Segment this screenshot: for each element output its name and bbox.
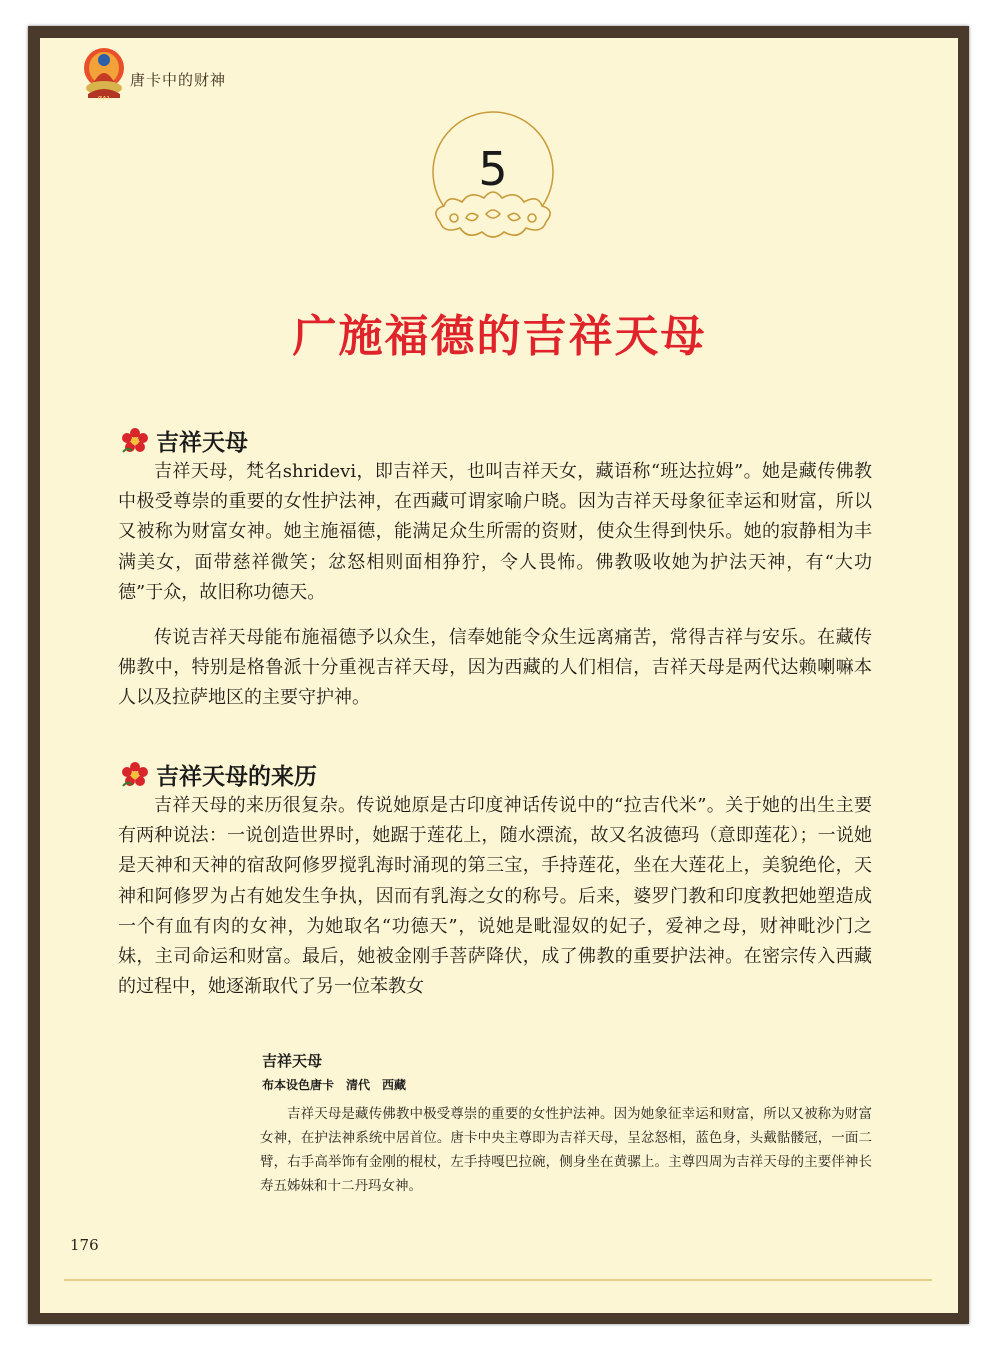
flower-icon (120, 426, 150, 456)
caption-subtitle: 布本设色唐卡 清代 西藏 (262, 1078, 407, 1092)
page-number: 176 (70, 1236, 99, 1254)
section-heading-1 (120, 424, 248, 457)
section-heading-text: 吉祥天母的来历 (156, 763, 317, 790)
section-heading-text: 吉祥天母 (156, 429, 248, 456)
chapter-title: 广施福德的吉祥天母 (292, 311, 707, 362)
chapter-badge (430, 110, 560, 260)
flower-icon (120, 760, 150, 790)
caption-title: 吉祥天母 (262, 1052, 323, 1070)
bottom-rule (64, 1279, 932, 1281)
paragraph: 吉祥天母的来历很复杂。传说她原是古印度神话传说中的“拉吉代米”。关于她的出生主要有两种说法：一说创造世界时，她踞于莲花上，随水漂流，故又名波德玛（意即莲花）；一说她是天神和天神的宿敌阿修罗搅乳海时涌现的第三宝，手持莲花，坐在大莲花上，美貌绝伦，天神和阿修罗为占有她发生争执，因而有乳海之女的称号。后来，婆罗门教和印度教把她塑造成一个有血有肉的女神，为她取名“功德天”，说她是毗湿奴的妃子，爱神之母，财神毗沙门之妹，主司命运和财富。最后，她被金刚手菩萨降伏，成了佛教的重要护法神。在密宗传入西藏的过程中，她逐渐取代了另一位苯教女 (118, 795, 872, 998)
paragraph: 吉祥天母，梵名shridevi，即吉祥天，也叫吉祥天女，藏语称“班达拉姆”。她是藏传佛教中极受尊崇的重要的女性护法神，在西藏可谓家喻户晓。因为吉祥天母象征幸运和财富，所以又被称为财富女神。她主施福德，能满足众生所需的资财，使众生得到快乐。她的寂静相为丰满美女，面带慈祥微笑；忿怒相则面相狰狞，令人畏怖。佛教吸收她为护法天神，有“大功德”于众，故旧称功德天。 (118, 461, 872, 603)
section-heading-2 (120, 758, 317, 791)
running-header (80, 46, 226, 102)
svg-text:ɞʌɿ: ɞʌɿ (97, 94, 111, 102)
chapter-number: 5 (478, 142, 508, 196)
caption-body: 吉祥天母是藏传佛教中极受尊崇的重要的女性护法神。因为她象征幸运和财富，所以又被称为财富女神，在护法神系统中居首位。唐卡中央主尊即为吉祥天母，呈忿怒相，蓝色身，头戴骷髅冠，一面二臂，右手高举饰有金刚的棍杖，左手持嘎巴拉碗，侧身坐在黄骡上。主尊四周为吉祥天母的主要伴神长寿五姊妹和十二丹玛女神。 (260, 1106, 872, 1194)
book-title: 唐卡中的财神 (130, 70, 227, 89)
deity-icon (80, 46, 128, 102)
paragraph: 传说吉祥天母能布施福德予以众生，信奉她能令众生远离痛苦，常得吉祥与安乐。在藏传佛教中，特别是格鲁派十分重视吉祥天母，因为西藏的人们相信，吉祥天母是两代达赖喇嘛本人以及拉萨地区的主要守护神。 (118, 627, 872, 709)
